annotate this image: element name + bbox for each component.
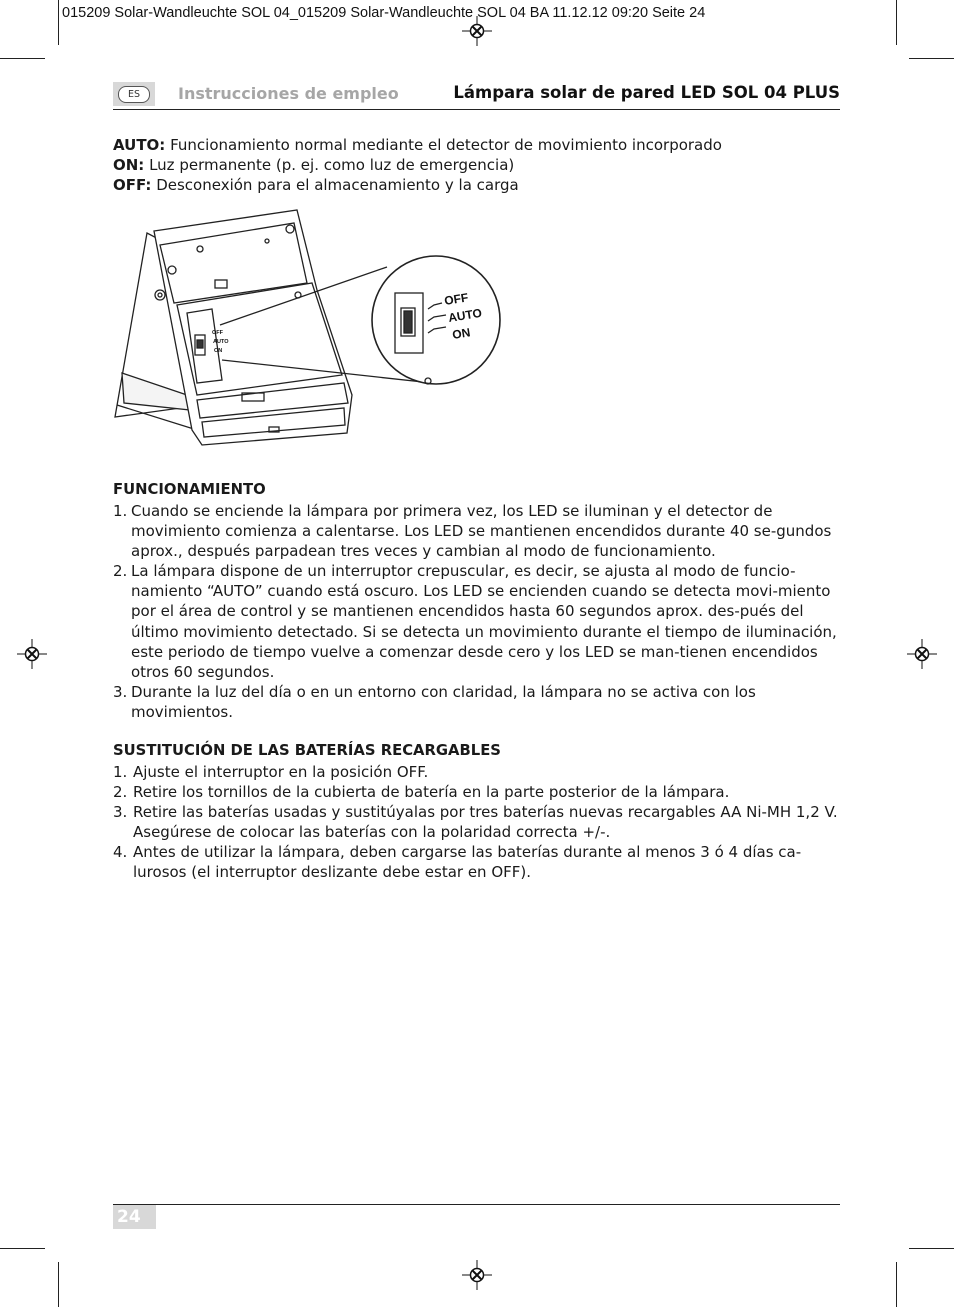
registration-mark-icon bbox=[907, 639, 937, 669]
list-item: 3. Retire las baterías usadas y sustitúyalas por tres baterías nuevas recargables AA Ni-MH 1,2 V. Asegúrese de colocar las baterías con la polaridad correcta +/-. bbox=[113, 803, 838, 842]
crop-mark bbox=[896, 1262, 897, 1307]
crop-mark bbox=[0, 1248, 45, 1249]
footer-rule bbox=[113, 1204, 840, 1205]
section-heading: Instrucciones de empleo bbox=[178, 84, 399, 103]
registration-mark-icon bbox=[17, 639, 47, 669]
switch-label-on: ON bbox=[451, 325, 472, 342]
print-slug-line: 015209 Solar-Wandleuchte SOL 04_015209 Solar-Wandleuchte SOL 04 BA 11.12.12 09:20 Seite 24 bbox=[62, 5, 706, 21]
crop-mark bbox=[909, 58, 954, 59]
switch-label-auto: AUTO bbox=[447, 305, 483, 325]
list-item: 4. Antes de utilizar la lámpara, deben cargarse las baterías durante al menos 3 ó 4 días ca-lurosos (el interruptor deslizante debe estar en OFF). bbox=[113, 843, 802, 882]
list-item: 1. Ajuste el interruptor en la posición OFF. bbox=[113, 763, 429, 781]
crop-mark bbox=[0, 58, 45, 59]
switch-label-off-small: OFF bbox=[212, 330, 223, 336]
mode-on: ON: Luz permanente (p. ej. como luz de emergencia) bbox=[113, 156, 515, 174]
switch-label-off: OFF bbox=[443, 290, 470, 308]
section-title-funcionamiento: FUNCIONAMIENTO bbox=[113, 481, 266, 498]
lamp-switch-illustration bbox=[112, 205, 502, 453]
list-item: 1. Cuando se enciende la lámpara por primera vez, los LED se iluminan y el detector de movimiento comienza a calentarse. Los LED se mantienen encendidos durante 40 se-gundos aprox., después parpadean tres veces y cambian al modo de funcionamiento. bbox=[113, 502, 832, 561]
mode-off: OFF: Desconexión para el almacenamiento y la carga bbox=[113, 176, 519, 194]
crop-mark bbox=[58, 1262, 59, 1307]
list-item: 3. Durante la luz del día o en un entorno con claridad, la lámpara no se activa con los movimientos. bbox=[113, 682, 756, 721]
crop-mark bbox=[909, 1248, 954, 1249]
switch-label-on-small: ON bbox=[214, 348, 223, 354]
language-badge bbox=[113, 82, 155, 106]
registration-mark-icon bbox=[462, 1260, 492, 1290]
registration-mark-icon bbox=[462, 16, 492, 46]
funcionamiento-list bbox=[113, 501, 841, 722]
switch-label-auto-small: AUTO bbox=[213, 339, 229, 345]
product-title: Lámpara solar de pared LED SOL 04 PLUS bbox=[453, 83, 840, 102]
page-header bbox=[113, 82, 840, 110]
crop-mark bbox=[58, 0, 59, 45]
list-item: 2. La lámpara dispone de un interruptor crepuscular, es decir, se ajusta al modo de funcio-namiento “AUTO” cuando está oscuro. Los LED se encienden cuando se detecta movi-miento por el área de control y se mantienen encendidos hasta 60 segundos aprox. des-pués del último movimiento detectado. Si se detecta un movimiento durante el tiempo de iluminación, este periodo de tiempo vuelve a comenzar desde cero y los LED se man-tienen encendidos otros 60 segundos. bbox=[113, 562, 837, 681]
mode-auto: AUTO: Funcionamiento normal mediante el detector de movimiento incorporado bbox=[113, 136, 722, 154]
page-number: 24 bbox=[113, 1205, 156, 1229]
language-code: ES bbox=[118, 86, 150, 103]
section-title-sustitucion: SUSTITUCIÓN DE LAS BATERÍAS RECARGABLES bbox=[113, 742, 501, 759]
list-item: 2. Retire los tornillos de la cubierta de batería en la parte posterior de la lámpara. bbox=[113, 783, 730, 802]
crop-mark bbox=[896, 0, 897, 45]
switch-modes bbox=[113, 135, 722, 195]
sustitucion-list bbox=[113, 762, 841, 883]
